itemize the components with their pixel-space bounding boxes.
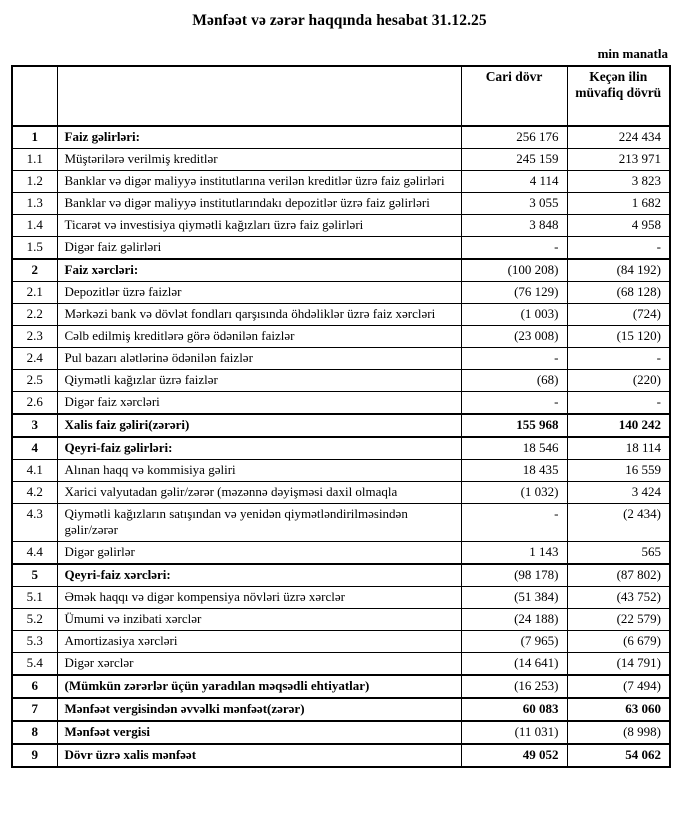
- row-number-cell: 5: [12, 564, 57, 587]
- previous-value-cell: 213 971: [567, 149, 670, 171]
- previous-value-cell: (8 998): [567, 721, 670, 744]
- row-number-cell: 1.3: [12, 193, 57, 215]
- table-row: [12, 437, 670, 460]
- table-row: [12, 504, 670, 542]
- row-label-cell: Banklar və digər maliyyə institutlarına verilən kreditlər üzrə faiz gəlirləri: [57, 171, 461, 193]
- row-label-cell: Amortizasiya xərcləri: [57, 631, 461, 653]
- profit-loss-table: [11, 65, 671, 768]
- row-number-cell: 1: [12, 126, 57, 149]
- previous-value-cell: 565: [567, 542, 670, 565]
- table-row: [12, 460, 670, 482]
- row-number-cell: 4.1: [12, 460, 57, 482]
- row-label-cell: Dövr üzrə xalis mənfəət: [57, 744, 461, 767]
- previous-value-cell: 1 682: [567, 193, 670, 215]
- current-value-cell: (23 008): [461, 326, 567, 348]
- row-label-cell: Digər faiz gəlirləri: [57, 237, 461, 260]
- table-row: [12, 482, 670, 504]
- table-row: [12, 698, 670, 721]
- previous-value-cell: (14 791): [567, 653, 670, 676]
- current-value-cell: 49 052: [461, 744, 567, 767]
- row-label-cell: Ümumi və inzibati xərclər: [57, 609, 461, 631]
- row-label-cell: Cəlb edilmiş kreditlərə görə ödənilən faizlər: [57, 326, 461, 348]
- previous-value-cell: (7 494): [567, 675, 670, 698]
- previous-value-cell: 63 060: [567, 698, 670, 721]
- previous-value-cell: 4 958: [567, 215, 670, 237]
- page-title: Mənfəət və zərər haqqında hesabat 31.12.25: [192, 12, 487, 29]
- row-label-cell: Müştərilərə verilmiş kreditlər: [57, 149, 461, 171]
- current-value-cell: -: [461, 348, 567, 370]
- row-label-cell: Digər gəlirlər: [57, 542, 461, 565]
- row-label-cell: Mərkəzi bank və dövlət fondları qarşısında öhdəliklər üzrə faiz xərcləri: [57, 304, 461, 326]
- row-label-cell: Banklar və digər maliyyə institutlarındakı depozitlər üzrə faiz gəlirləri: [57, 193, 461, 215]
- row-label-cell: Əmək haqqı və digər kompensiya növləri üzrə xərclər: [57, 587, 461, 609]
- current-period-header-cell: Cari dövr: [461, 66, 567, 126]
- row-label-cell: Pul bazarı alətlərinə ödənilən faizlər: [57, 348, 461, 370]
- table-row: [12, 282, 670, 304]
- current-value-cell: (76 129): [461, 282, 567, 304]
- current-value-cell: (1 003): [461, 304, 567, 326]
- row-number-cell: 2.4: [12, 348, 57, 370]
- row-label-cell: Ticarət və investisiya qiymətli kağızları üzrə faiz gəlirləri: [57, 215, 461, 237]
- previous-value-cell: 18 114: [567, 437, 670, 460]
- current-value-cell: 3 848: [461, 215, 567, 237]
- current-value-cell: (24 188): [461, 609, 567, 631]
- row-number-cell: 1.1: [12, 149, 57, 171]
- row-number-cell: 4.4: [12, 542, 57, 565]
- table-row: [12, 414, 670, 437]
- table-row: [12, 631, 670, 653]
- table-row: [12, 149, 670, 171]
- current-value-cell: (16 253): [461, 675, 567, 698]
- current-value-cell: 256 176: [461, 126, 567, 149]
- current-value-cell: 18 546: [461, 437, 567, 460]
- table-row: [12, 721, 670, 744]
- table-row: [12, 609, 670, 631]
- row-number-cell: 2.5: [12, 370, 57, 392]
- previous-value-cell: (220): [567, 370, 670, 392]
- unit-note: min manatla: [597, 46, 668, 61]
- row-number-cell: 1.5: [12, 237, 57, 260]
- previous-value-cell: 140 242: [567, 414, 670, 437]
- row-number-cell: 2.2: [12, 304, 57, 326]
- row-label-cell: Alınan haqq və kommisiya gəliri: [57, 460, 461, 482]
- row-label-cell: Qiymətli kağızların satışından və yenidən qiymətləndirilməsindən gəlir/zərər: [57, 504, 461, 542]
- row-label-cell: Xarici valyutadan gəlir/zərər (məzənnə dəyişməsi daxil olmaqla: [57, 482, 461, 504]
- previous-value-cell: (84 192): [567, 259, 670, 282]
- current-value-cell: -: [461, 237, 567, 260]
- previous-value-cell: (43 752): [567, 587, 670, 609]
- current-value-cell: (51 384): [461, 587, 567, 609]
- table-row: [12, 304, 670, 326]
- row-number-cell: 5.4: [12, 653, 57, 676]
- current-value-cell: 18 435: [461, 460, 567, 482]
- report-table-body: [12, 126, 670, 767]
- row-label-cell: Faiz xərcləri:: [57, 259, 461, 282]
- row-number-cell: 3: [12, 414, 57, 437]
- current-value-cell: 1 143: [461, 542, 567, 565]
- row-number-cell: 7: [12, 698, 57, 721]
- row-number-cell: 4.2: [12, 482, 57, 504]
- current-value-cell: (98 178): [461, 564, 567, 587]
- previous-value-cell: (22 579): [567, 609, 670, 631]
- table-row: [12, 259, 670, 282]
- previous-value-cell: (6 679): [567, 631, 670, 653]
- row-number-cell: 5.1: [12, 587, 57, 609]
- row-number-cell: 2.3: [12, 326, 57, 348]
- previous-period-header-cell: Keçən ilin müvafiq dövrü: [567, 66, 670, 126]
- current-value-cell: 4 114: [461, 171, 567, 193]
- table-row: [12, 126, 670, 149]
- previous-value-cell: 224 434: [567, 126, 670, 149]
- current-value-cell: (7 965): [461, 631, 567, 653]
- row-label-cell: Qeyri-faiz gəlirləri:: [57, 437, 461, 460]
- previous-value-cell: (2 434): [567, 504, 670, 542]
- row-label-cell: Faiz gəlirləri:: [57, 126, 461, 149]
- row-number-cell: 9: [12, 744, 57, 767]
- row-label-cell: Mənfəət vergisi: [57, 721, 461, 744]
- table-row: [12, 675, 670, 698]
- row-label-cell: Mənfəət vergisindən əvvəlki mənfəət(zərər): [57, 698, 461, 721]
- table-row: [12, 193, 670, 215]
- previous-value-cell: 16 559: [567, 460, 670, 482]
- table-row: [12, 744, 670, 767]
- row-label-cell: Digər xərclər: [57, 653, 461, 676]
- current-value-cell: -: [461, 504, 567, 542]
- row-number-cell: 1.4: [12, 215, 57, 237]
- row-label-cell: Xalis faiz gəliri(zərəri): [57, 414, 461, 437]
- row-number-cell: 2: [12, 259, 57, 282]
- previous-value-cell: 54 062: [567, 744, 670, 767]
- table-row: [12, 348, 670, 370]
- empty-number-header-cell: [12, 66, 57, 126]
- table-row: [12, 564, 670, 587]
- row-number-cell: 4: [12, 437, 57, 460]
- current-value-cell: 245 159: [461, 149, 567, 171]
- previous-value-cell: (68 128): [567, 282, 670, 304]
- row-label-cell: Qeyri-faiz xərcləri:: [57, 564, 461, 587]
- current-value-cell: 60 083: [461, 698, 567, 721]
- previous-value-cell: -: [567, 237, 670, 260]
- table-row: [12, 237, 670, 260]
- row-label-cell: Qiymətli kağızlar üzrə faizlər: [57, 370, 461, 392]
- previous-value-cell: -: [567, 392, 670, 415]
- previous-value-cell: 3 823: [567, 171, 670, 193]
- table-row: [12, 370, 670, 392]
- table-header: [12, 66, 670, 126]
- row-number-cell: 8: [12, 721, 57, 744]
- row-label-cell: Depozitlər üzrə faizlər: [57, 282, 461, 304]
- table-row: [12, 587, 670, 609]
- row-number-cell: 2.6: [12, 392, 57, 415]
- table-row: [12, 653, 670, 676]
- current-value-cell: (100 208): [461, 259, 567, 282]
- row-number-cell: 1.2: [12, 171, 57, 193]
- current-value-cell: (11 031): [461, 721, 567, 744]
- current-value-cell: -: [461, 392, 567, 415]
- current-value-cell: 3 055: [461, 193, 567, 215]
- current-value-cell: 155 968: [461, 414, 567, 437]
- row-label-cell: Digər faiz xərcləri: [57, 392, 461, 415]
- table-row: [12, 542, 670, 565]
- current-value-cell: (68): [461, 370, 567, 392]
- empty-label-header-cell: [57, 66, 461, 126]
- previous-value-cell: (87 802): [567, 564, 670, 587]
- row-label-cell: (Mümkün zərərlər üçün yaradılan məqsədli ehtiyatlar): [57, 675, 461, 698]
- previous-value-cell: (15 120): [567, 326, 670, 348]
- row-number-cell: 4.3: [12, 504, 57, 542]
- previous-value-cell: 3 424: [567, 482, 670, 504]
- current-value-cell: (14 641): [461, 653, 567, 676]
- table-row: [12, 392, 670, 415]
- header-row: [12, 66, 670, 126]
- row-number-cell: 5.2: [12, 609, 57, 631]
- row-number-cell: 6: [12, 675, 57, 698]
- previous-value-cell: (724): [567, 304, 670, 326]
- table-row: [12, 215, 670, 237]
- previous-value-cell: -: [567, 348, 670, 370]
- table-row: [12, 171, 670, 193]
- row-number-cell: 2.1: [12, 282, 57, 304]
- current-value-cell: (1 032): [461, 482, 567, 504]
- row-number-cell: 5.3: [12, 631, 57, 653]
- table-row: [12, 326, 670, 348]
